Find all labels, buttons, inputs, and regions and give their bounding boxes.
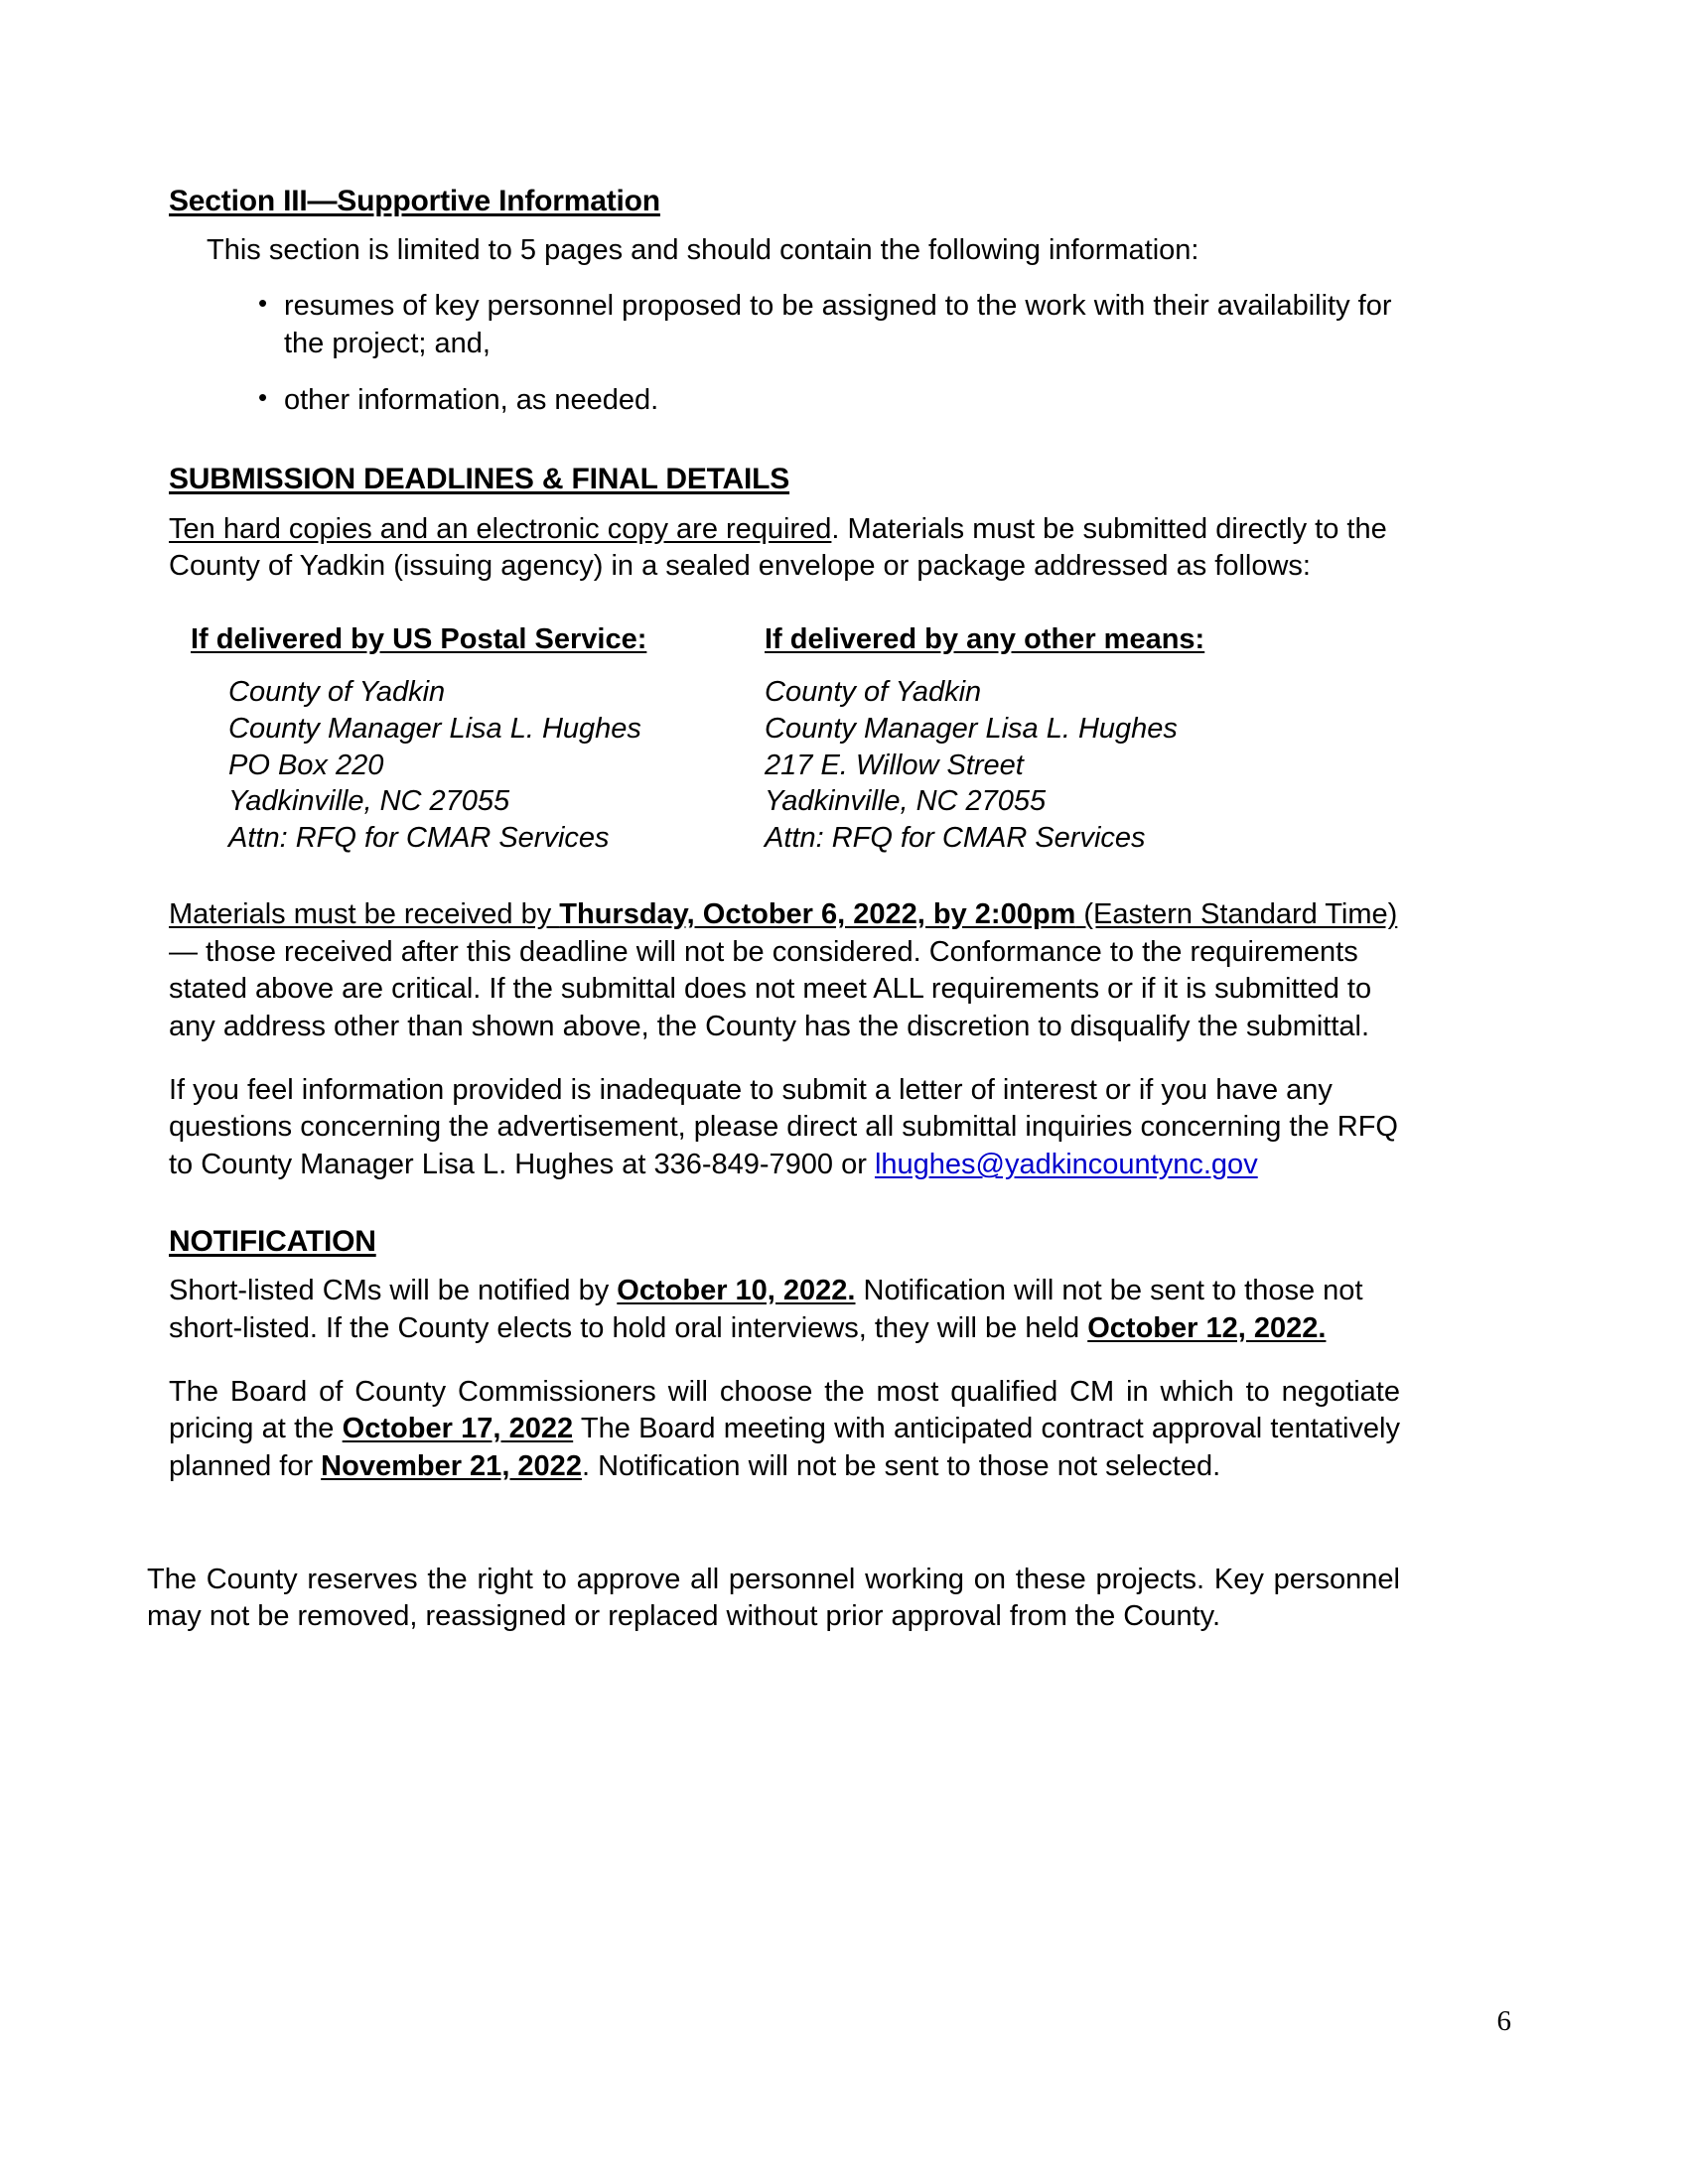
deadline-lead: Materials must be received by — [169, 898, 560, 931]
notification-date-oct12: October 12, 2022. — [1087, 1311, 1327, 1344]
notification-date-oct10: October 10, 2022. — [617, 1275, 856, 1307]
inquiries-paragraph — [169, 1072, 1400, 1184]
address-block — [169, 623, 1400, 857]
page-number: 6 — [1496, 2005, 1511, 2037]
submission-heading — [169, 462, 1400, 496]
section3-heading-text: Section III—Supportive Information — [169, 185, 660, 217]
deadline-paragraph — [169, 896, 1400, 1046]
section3-heading — [169, 184, 1400, 218]
address-line: County of Yadkin — [228, 675, 446, 708]
notification-p2-part3: . Notification will not be sent to those not selected. — [581, 1450, 1221, 1482]
address-line: 217 E. Willow Street — [765, 749, 1024, 781]
address-other-heading: If delivered by any other means: — [765, 622, 1205, 655]
list-item — [258, 382, 1400, 420]
notification-p1-part1: Short-listed CMs will be notified by — [169, 1275, 618, 1307]
notification-p2-part2: The Board meeting with anticipated contract approval tentatively planned for — [169, 1413, 1400, 1482]
address-usps-heading-row — [191, 623, 765, 656]
section3-bullet-list — [169, 288, 1400, 420]
address-line: Yadkinville, NC 27055 — [765, 785, 1047, 818]
notification-date-nov21: November 21, 2022 — [321, 1450, 582, 1482]
notification-p2-part1: The Board of County Commissioners will choose the most qualified CM in which to negotiate pricing at the — [169, 1375, 1400, 1445]
deadline-timezone: (Eastern Standard Time) — [1075, 898, 1398, 931]
address-column-other — [765, 623, 1360, 857]
address-line: Attn: RFQ for CMAR Services — [765, 822, 1146, 855]
notification-date-oct17: October 17, 2022 — [342, 1413, 574, 1445]
list-item — [258, 288, 1400, 362]
document-body — [147, 184, 1400, 1636]
address-other-lines — [765, 674, 1360, 857]
address-other-heading-row — [765, 623, 1360, 656]
closing-paragraph: The County reserves the right to approve all personnel working on these projects. Key personnel may not be removed, reassigned or replaced without prior approval from the County. — [147, 1563, 1400, 1633]
notification-paragraph-1 — [169, 1273, 1400, 1347]
deadline-date: Thursday, October 6, 2022, by 2:00pm — [559, 898, 1076, 931]
submission-intro-rest: . Materials must be submitted directly to the County of Yadkin (issuing agency) in a sealed envelope or package addressed as follows: — [169, 512, 1387, 583]
list-item-label: resumes of key personnel proposed to be assigned to the work with their availability for the project; and, — [284, 290, 1392, 359]
address-line: County Manager Lisa L. Hughes — [228, 712, 641, 745]
address-line: Attn: RFQ for CMAR Services — [228, 822, 610, 855]
inquiries-text: If you feel information provided is inadequate to submit a letter of interest or if you have any questions concerning the advertisement, please direct all submittal inquiries concerning the RFQ to County Manager Lisa L. Hughes at 336-849-7900 or — [169, 1073, 1398, 1181]
address-line: Yadkinville, NC 27055 — [228, 785, 510, 818]
section3-intro: This section is limited to 5 pages and should contain the following information: — [207, 234, 1199, 267]
submission-intro-paragraph — [169, 511, 1400, 586]
deadline-rest: — those received after this deadline will not be considered. Conformance to the requirements stated above are critical. If the submittal does not meet ALL requirements or if it is submitted to any address other than shown above, the County has the discretion to disqualify the submittal. — [169, 935, 1372, 1043]
address-line: PO Box 220 — [228, 749, 384, 781]
address-line: County Manager Lisa L. Hughes — [765, 712, 1178, 745]
list-item-label: other information, as needed. — [284, 384, 659, 417]
notification-heading-text: NOTIFICATION — [169, 1224, 376, 1258]
address-line: County of Yadkin — [765, 675, 982, 708]
email-link[interactable]: lhughes@yadkincountync.gov — [874, 1149, 1258, 1181]
notification-paragraph-2 — [169, 1374, 1400, 1486]
submission-heading-text: SUBMISSION DEADLINES & FINAL DETAILS — [169, 463, 790, 496]
address-usps-lines — [228, 674, 765, 857]
address-column-usps — [169, 623, 765, 857]
notification-p1-part2: Notification will not be sent to those not short-listed. If the County elects to hold oral interviews, they will be held — [169, 1275, 1363, 1344]
notification-heading — [169, 1224, 1400, 1259]
submission-intro-underlined: Ten hard copies and an electronic copy are required — [169, 512, 832, 545]
address-usps-heading: If delivered by US Postal Service: — [191, 622, 647, 655]
